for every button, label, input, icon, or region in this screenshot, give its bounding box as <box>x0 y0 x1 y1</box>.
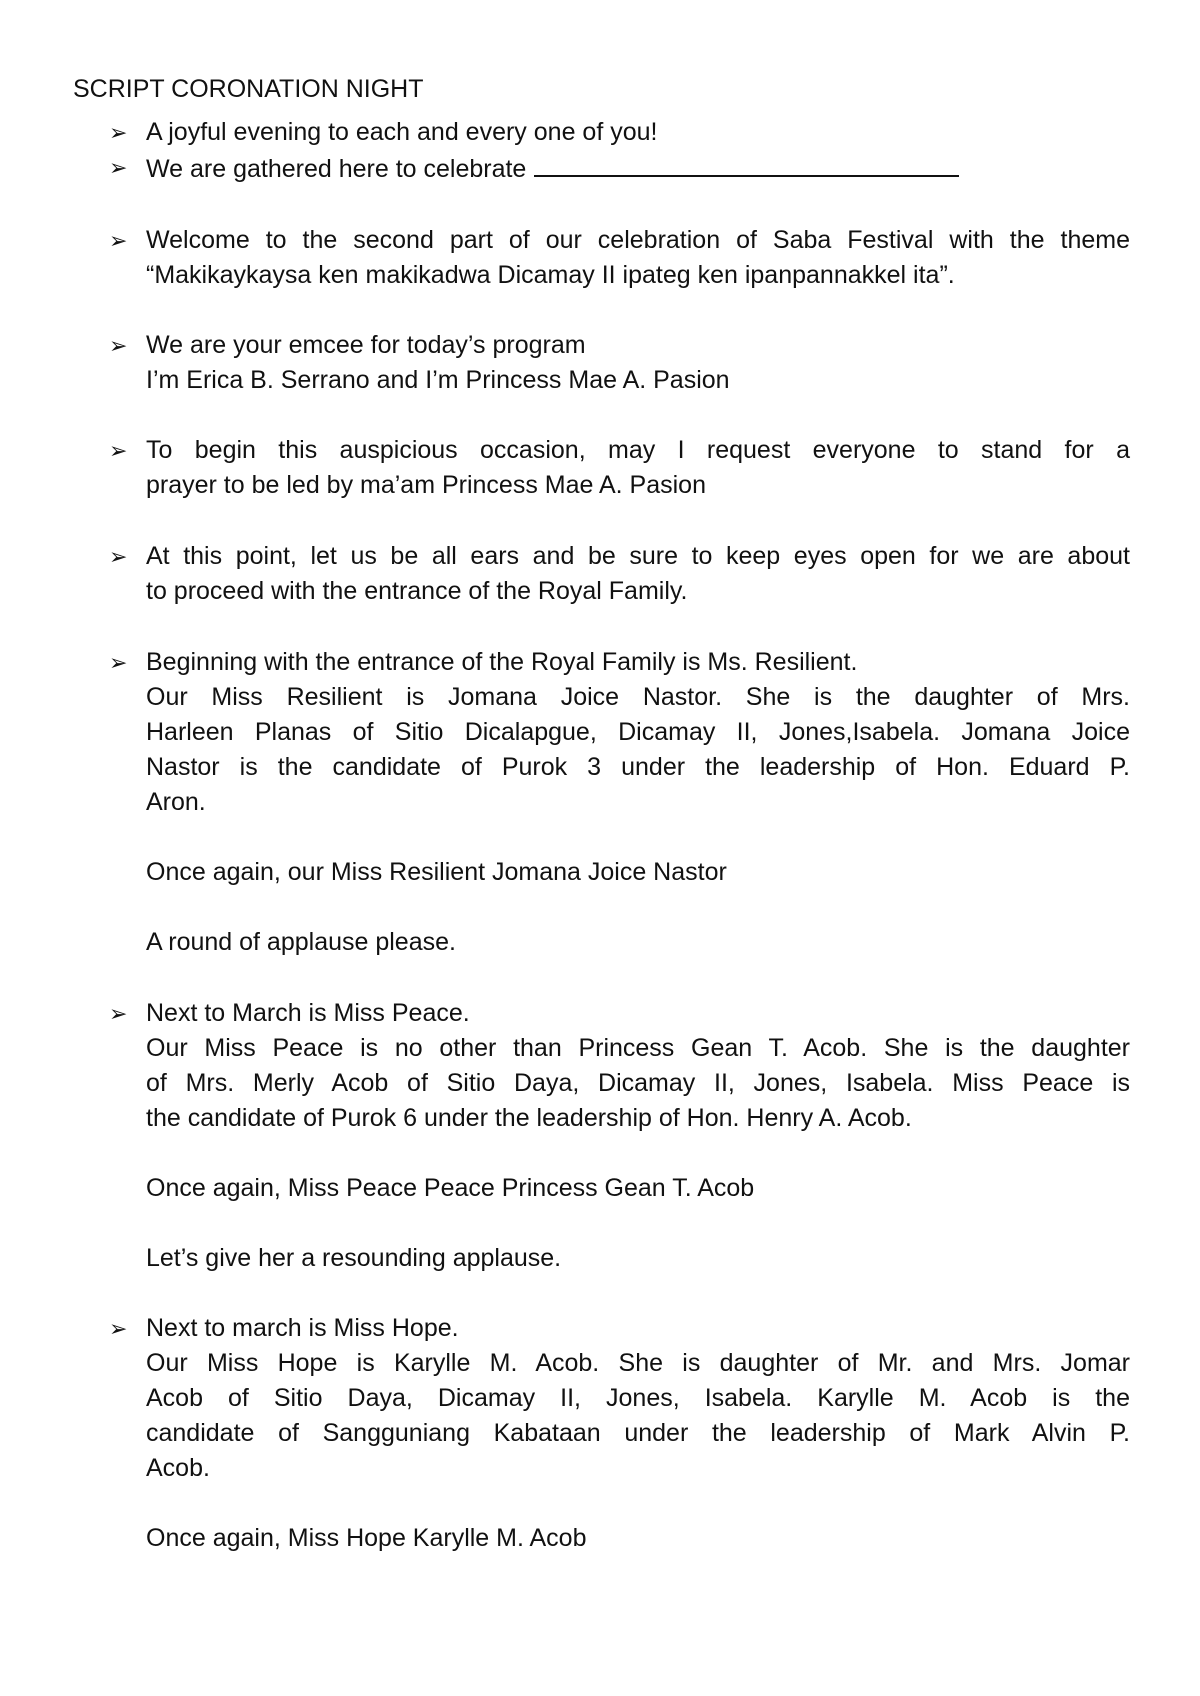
script-line: to proceed with the entrance of the Royal Family. <box>146 577 688 605</box>
arrow-bullet-icon: ➢ <box>109 544 128 569</box>
script-line: Nastor is the candidate of Purok 3 under the leadership of Hon. Eduard P. <box>146 753 1130 781</box>
script-line-text: We are gathered here to celebrate <box>146 155 527 183</box>
script-line: “Makikaykaysa ken makikadwa Dicamay II ipateg ken ipanpannakkel ita”. <box>146 261 955 289</box>
script-line: Our Miss Resilient is Jomana Joice Nastor. She is the daughter of Mrs. <box>146 683 1130 711</box>
script-line: the candidate of Purok 6 under the leadership of Hon. Henry A. Acob. <box>146 1104 912 1132</box>
once-again-line: Once again, Miss Peace Peace Princess Gean T. Acob <box>146 1174 755 1202</box>
fill-in-blank <box>534 150 959 177</box>
script-line <box>146 150 1130 185</box>
arrow-bullet-icon: ➢ <box>109 650 128 675</box>
script-line: Harleen Planas of Sitio Dicalapgue, Dicamay II, Jones,Isabela. Jomana Joice <box>146 718 1130 746</box>
once-again-line: Once again, Miss Hope Karylle M. Acob <box>146 1524 587 1552</box>
once-again-line: Once again, our Miss Resilient Jomana Joice Nastor <box>146 858 727 886</box>
script-line: To begin this auspicious occasion, may I request everyone to stand for a <box>146 436 1130 464</box>
arrow-bullet-icon: ➢ <box>109 1001 128 1026</box>
script-line: Acob of Sitio Daya, Dicamay II, Jones, Isabela. Karylle M. Acob is the <box>146 1384 1130 1412</box>
script-line: Welcome to the second part of our celebration of Saba Festival with the theme <box>146 226 1130 254</box>
applause-line: Let’s give her a resounding applause. <box>146 1244 562 1272</box>
script-line: We are your emcee for today’s program <box>146 331 586 359</box>
script-line: of Mrs. Merly Acob of Sitio Daya, Dicamay II, Jones, Isabela. Miss Peace is <box>146 1069 1130 1097</box>
script-line: Our Miss Hope is Karylle M. Acob. She is daughter of Mr. and Mrs. Jomar <box>146 1349 1130 1377</box>
script-line: candidate of Sangguniang Kabataan under the leadership of Mark Alvin P. <box>146 1419 1130 1447</box>
arrow-bullet-icon: ➢ <box>109 120 128 145</box>
arrow-bullet-icon: ➢ <box>109 155 128 180</box>
arrow-bullet-icon: ➢ <box>109 228 128 253</box>
applause-line: A round of applause please. <box>146 928 456 956</box>
script-line: Aron. <box>146 788 206 816</box>
script-line: Next to March is Miss Peace. <box>146 999 470 1027</box>
script-line: A joyful evening to each and every one of you! <box>146 118 658 146</box>
script-line: I’m Erica B. Serrano and I’m Princess Mae A. Pasion <box>146 366 730 394</box>
script-line: Acob. <box>146 1454 210 1482</box>
script-line: Next to march is Miss Hope. <box>146 1314 459 1342</box>
script-line: Our Miss Peace is no other than Princess Gean T. Acob. She is the daughter <box>146 1034 1130 1062</box>
document-title: SCRIPT CORONATION NIGHT <box>73 75 424 103</box>
arrow-bullet-icon: ➢ <box>109 438 128 463</box>
script-line: prayer to be led by ma’am Princess Mae A. Pasion <box>146 471 706 499</box>
arrow-bullet-icon: ➢ <box>109 333 128 358</box>
arrow-bullet-icon: ➢ <box>109 1316 128 1341</box>
script-line: Beginning with the entrance of the Royal Family is Ms. Resilient. <box>146 648 858 676</box>
script-line: At this point, let us be all ears and be sure to keep eyes open for we are about <box>146 542 1130 570</box>
